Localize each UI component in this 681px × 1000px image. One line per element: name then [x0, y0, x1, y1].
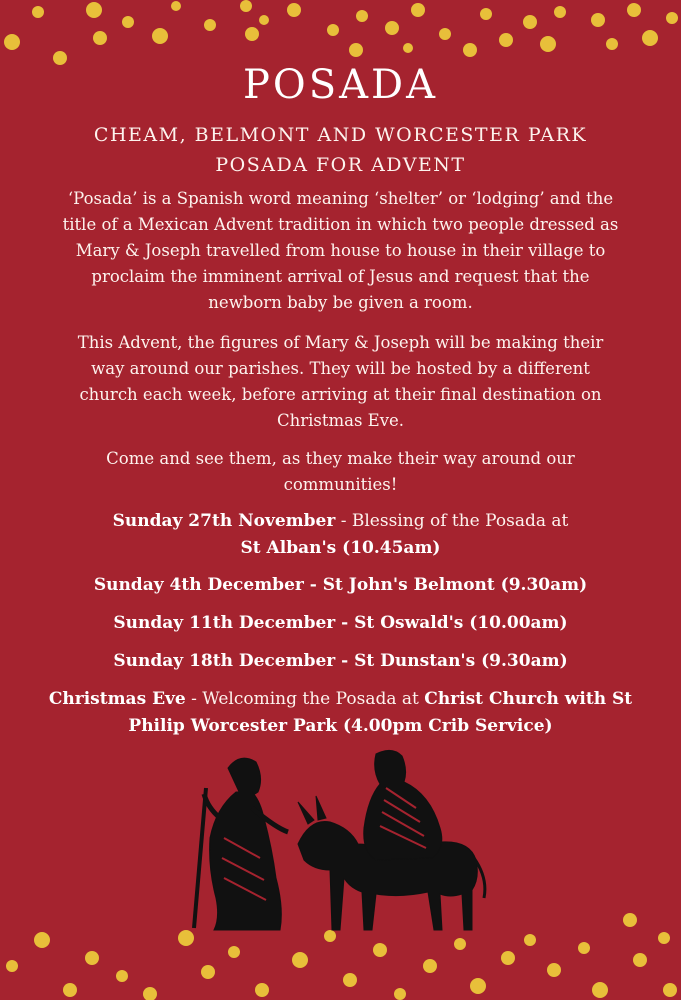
- event-1: [100, 508, 581, 562]
- event-3-text: Sunday 11th December - St Oswald's (10.00am): [113, 613, 568, 633]
- event-1-place: St Alban's (10.45am): [240, 538, 441, 558]
- poster-title: POSADA: [243, 62, 438, 108]
- event-2-text: Sunday 4th December - St John's Belmont (9.30am): [93, 575, 588, 595]
- event-1-description: - Blessing of the Posada at: [335, 511, 569, 531]
- event-5-date: Christmas Eve: [48, 689, 186, 709]
- event-4: [40, 648, 641, 675]
- event-2: [40, 572, 641, 599]
- intro-paragraph: ‘Posada’ is a Spanish word meaning ‘shelter’ or ‘lodging’ and the title of a Mexican Advent tradition in which two people dressed as Mary & Joseph travelled from house to house in their village to proclaim the imminent arrival of Jesus and request that the newborn baby be given a room.: [62, 189, 619, 312]
- event-5-place: Christ Church with St Philip Worcester Park (4.00pm Crib Service): [128, 689, 633, 736]
- event-5: [40, 686, 641, 740]
- advent-paragraph: This Advent, the figures of Mary & Joseph will be making their way around our parishes. They will be hosted by a different church each week, before arriving at their final destination on Christmas Eve.: [77, 333, 604, 430]
- event-1-date: Sunday 27th November: [112, 511, 336, 531]
- invitation-paragraph: Come and see them, as they make their way around our communities!: [106, 449, 575, 494]
- event-5-description: - Welcoming the Posada at: [185, 689, 425, 709]
- event-3: [40, 610, 641, 637]
- subtitle-line-1: CHEAM, BELMONT AND WORCESTER PARK: [93, 124, 588, 146]
- subtitle-line-2: POSADA FOR ADVENT: [215, 154, 466, 176]
- event-4-text: Sunday 18th December - St Dunstan's (9.30am): [113, 651, 568, 671]
- mary-joseph-donkey-illustration: [180, 748, 500, 938]
